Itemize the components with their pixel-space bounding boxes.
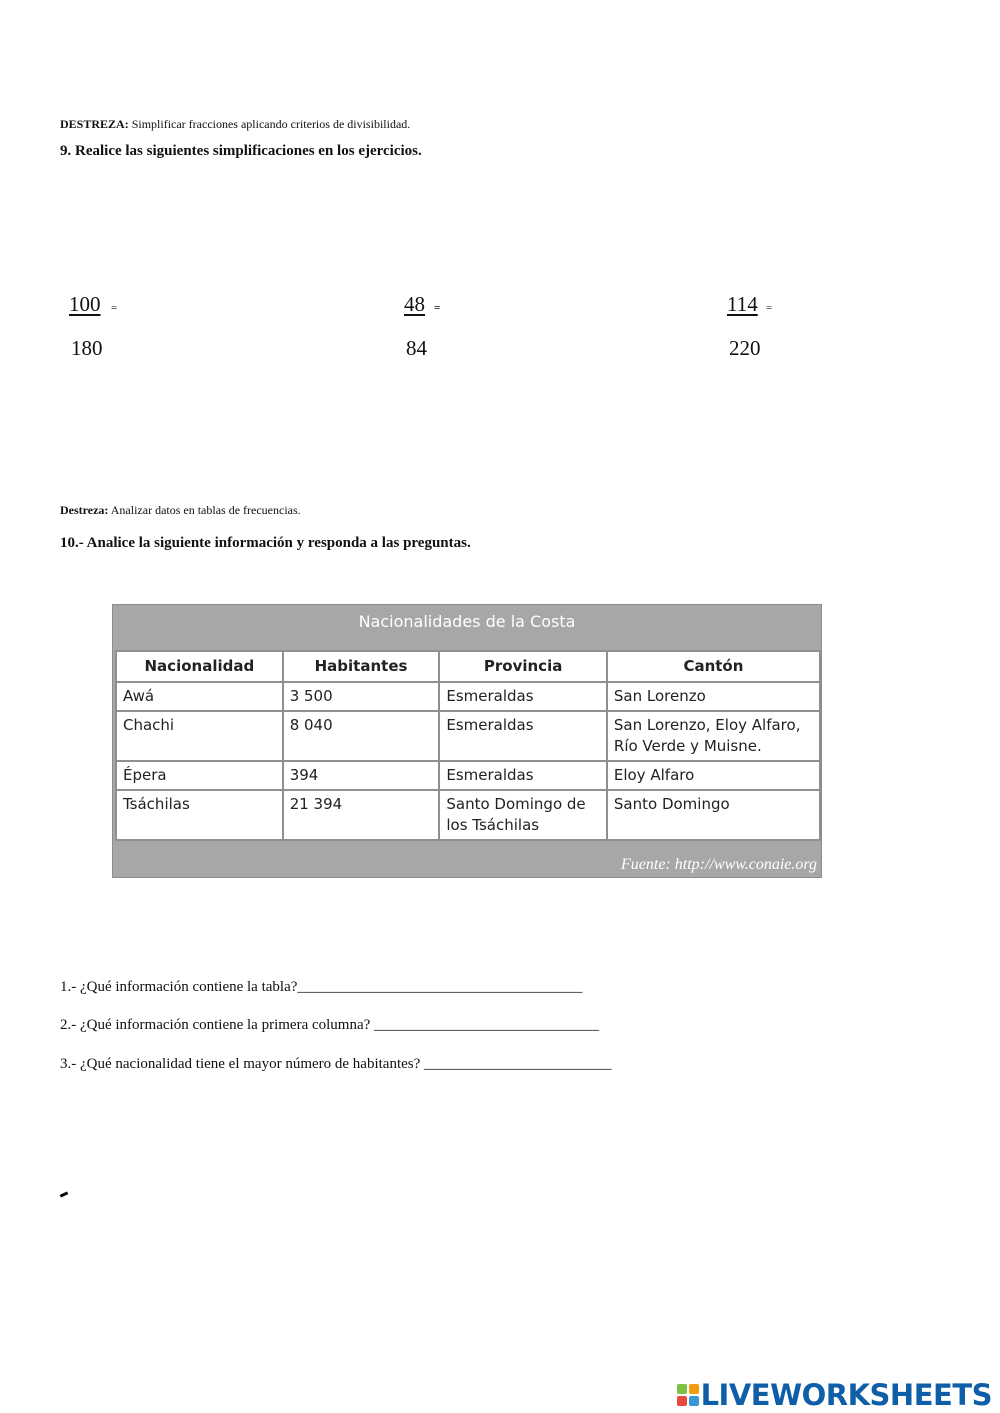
header-canton: Cantón	[607, 651, 820, 682]
question-1: 1.- ¿Qué información contiene la tabla?______________________________________	[60, 979, 583, 995]
destreza-text: Simplificar fracciones aplicando criterios de divisibilidad.	[128, 117, 411, 131]
logo-mark-icon	[677, 1384, 699, 1406]
stray-mark	[60, 1191, 69, 1197]
question-3: 3.- ¿Qué nacionalidad tiene el mayor número de habitantes? _________________________	[60, 1056, 612, 1072]
table-cell: Santo Domingo	[607, 790, 820, 840]
question-2: 2.- ¿Qué información contiene la primera columna? ______________________________	[60, 1017, 600, 1033]
table-row	[116, 790, 820, 840]
table-cell: Esmeraldas	[439, 682, 607, 711]
table-cell: Tsáchilas	[116, 790, 283, 840]
table-cell: 394	[283, 761, 440, 790]
nationalities-table	[115, 650, 821, 841]
fraction-3-numerator: 114	[727, 292, 758, 316]
header-nacionalidad: Nacionalidad	[116, 651, 283, 682]
header-provincia: Provincia	[439, 651, 607, 682]
table-title: Nacionalidades de la Costa	[358, 612, 576, 631]
liveworksheets-logo	[677, 1378, 992, 1412]
table-cell: Santo Domingo de los Tsáchilas	[439, 790, 607, 840]
table-cell: Esmeraldas	[439, 711, 607, 761]
destreza-simplificar	[60, 117, 410, 132]
destreza-label: DESTREZA:	[60, 117, 129, 131]
fraction-2-equals: =	[434, 302, 441, 314]
table-cell: San Lorenzo, Eloy Alfaro, Río Verde y Muisne.	[607, 711, 820, 761]
fraction-2-numerator: 48	[404, 292, 425, 316]
nationalities-table-image	[112, 604, 822, 878]
fraction-1-numerator: 100	[69, 292, 101, 316]
table-cell: 21 394	[283, 790, 440, 840]
table-header-row	[116, 651, 820, 682]
table-row	[116, 711, 820, 761]
table-cell: Épera	[116, 761, 283, 790]
question-10: 10.- Analice la siguiente información y responda a las preguntas.	[60, 535, 471, 551]
table-source: Fuente: http://www.conaie.org	[621, 856, 817, 873]
fraction-2-denominator: 84	[406, 336, 427, 360]
fraction-1-equals: =	[111, 302, 118, 314]
logo-text: LIVEWORKSHEETS	[700, 1378, 992, 1412]
destreza-text: Analizar datos en tablas de frecuencias.	[108, 503, 301, 517]
question-9: 9. Realice las siguientes simplificaciones en los ejercicios.	[60, 143, 422, 159]
table-cell: Chachi	[116, 711, 283, 761]
destreza-analizar	[60, 503, 301, 518]
table-cell: 8 040	[283, 711, 440, 761]
table-cell: San Lorenzo	[607, 682, 820, 711]
destreza-label: Destreza:	[60, 503, 109, 517]
table-cell: Awá	[116, 682, 283, 711]
fraction-1-denominator: 180	[71, 336, 103, 360]
fraction-3-equals: =	[766, 302, 773, 314]
table-row	[116, 761, 820, 790]
table-cell: 3 500	[283, 682, 440, 711]
fraction-3-denominator: 220	[729, 336, 761, 360]
table-cell: Eloy Alfaro	[607, 761, 820, 790]
table-cell: Esmeraldas	[439, 761, 607, 790]
table-row	[116, 682, 820, 711]
header-habitantes: Habitantes	[283, 651, 440, 682]
